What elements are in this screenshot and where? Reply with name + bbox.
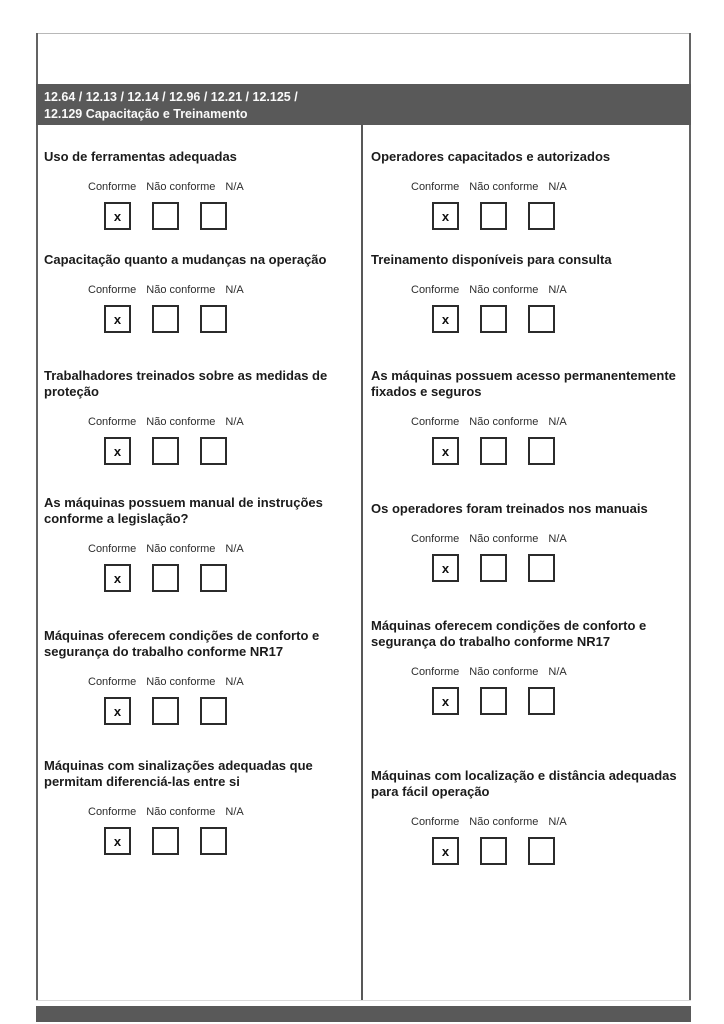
check-mark: x: [441, 443, 450, 459]
check-mark: x: [113, 208, 122, 224]
checklist-item-title: Máquinas oferecem condições de conforto e segurança do trabalho conforme NR17: [371, 618, 647, 649]
checklist-item-title: As máquinas possuem acesso permanentemente fixados e seguros: [371, 368, 676, 399]
option-label-nao-conforme: Não conforme: [146, 181, 216, 193]
option-labels: [411, 416, 689, 429]
checkbox-na[interactable]: [200, 827, 227, 855]
option-label-na: N/A: [225, 416, 244, 428]
checklist-item: [37, 758, 361, 855]
option-label-conforme: Conforme: [411, 666, 460, 678]
option-label-nao-conforme: Não conforme: [146, 806, 216, 818]
option-label-na: N/A: [548, 666, 567, 678]
checklist-column-right: [363, 0, 689, 1024]
option-label-na: N/A: [548, 416, 567, 428]
check-mark: x: [441, 693, 450, 709]
checkbox-conforme[interactable]: [104, 827, 131, 855]
option-label-conforme: Conforme: [411, 284, 460, 296]
option-labels: [88, 181, 361, 194]
checklist-item: [363, 149, 689, 230]
option-label-conforme: Conforme: [88, 181, 137, 193]
checkbox-nao-conforme[interactable]: [480, 202, 507, 230]
checkbox-conforme[interactable]: [104, 305, 131, 333]
checkbox-row: [104, 305, 361, 333]
checkbox-nao-conforme[interactable]: [152, 697, 179, 725]
option-label-nao-conforme: Não conforme: [146, 284, 216, 296]
checkbox-nao-conforme[interactable]: [480, 687, 507, 715]
checklist-item: [37, 252, 361, 333]
option-label-na: N/A: [225, 676, 244, 688]
option-label-nao-conforme: Não conforme: [469, 181, 539, 193]
checklist-item-title: Operadores capacitados e autorizados: [371, 149, 611, 164]
checkbox-nao-conforme[interactable]: [152, 437, 179, 465]
checkbox-nao-conforme[interactable]: [480, 554, 507, 582]
checklist-item-title: Máquinas com localização e distância adequadas para fácil operação: [371, 768, 677, 799]
checkbox-na[interactable]: [200, 202, 227, 230]
option-label-conforme: Conforme: [411, 533, 460, 545]
check-mark: x: [441, 843, 450, 859]
checkbox-conforme[interactable]: [432, 202, 459, 230]
checkbox-na[interactable]: [528, 687, 555, 715]
option-labels: [411, 666, 689, 679]
section-header-line2: 12.129 Capacitação e Treinamento: [44, 106, 248, 121]
checkbox-na[interactable]: [528, 202, 555, 230]
checkbox-conforme[interactable]: [104, 202, 131, 230]
option-label-conforme: Conforme: [411, 181, 460, 193]
checkbox-na[interactable]: [528, 305, 555, 333]
option-label-nao-conforme: Não conforme: [469, 816, 539, 828]
checklist-item-title: Capacitação quanto a mudanças na operação: [44, 252, 327, 267]
option-label-conforme: Conforme: [88, 543, 137, 555]
checkbox-nao-conforme[interactable]: [480, 305, 507, 333]
checklist-item-title: Trabalhadores treinados sobre as medidas de proteção: [44, 368, 328, 399]
option-labels: [88, 806, 361, 819]
check-mark: x: [441, 311, 450, 327]
checkbox-na[interactable]: [200, 437, 227, 465]
option-labels: [411, 533, 689, 546]
checklist-item-title: Uso de ferramentas adequadas: [44, 149, 237, 164]
checkbox-nao-conforme[interactable]: [152, 564, 179, 592]
page-border-right: [689, 33, 691, 1001]
checkbox-conforme[interactable]: [104, 697, 131, 725]
option-label-nao-conforme: Não conforme: [469, 533, 539, 545]
checkbox-row: [104, 697, 361, 725]
option-label-nao-conforme: Não conforme: [146, 676, 216, 688]
option-labels: [88, 416, 361, 429]
checkbox-row: [104, 827, 361, 855]
checkbox-row: [432, 687, 689, 715]
checkbox-na[interactable]: [528, 837, 555, 865]
option-labels: [411, 816, 689, 829]
checkbox-conforme[interactable]: [104, 564, 131, 592]
checkbox-nao-conforme[interactable]: [152, 305, 179, 333]
option-label-nao-conforme: Não conforme: [469, 666, 539, 678]
checkbox-na[interactable]: [200, 305, 227, 333]
option-label-na: N/A: [225, 543, 244, 555]
checkbox-row: [432, 837, 689, 865]
checklist-item: [363, 252, 689, 333]
checkbox-row: [432, 202, 689, 230]
checklist-item: [37, 495, 361, 592]
check-mark: x: [113, 833, 122, 849]
option-label-conforme: Conforme: [88, 676, 137, 688]
checkbox-row: [104, 437, 361, 465]
option-label-na: N/A: [548, 816, 567, 828]
option-label-nao-conforme: Não conforme: [146, 416, 216, 428]
check-mark: x: [113, 570, 122, 586]
option-labels: [88, 284, 361, 297]
option-label-conforme: Conforme: [88, 806, 137, 818]
checkbox-conforme[interactable]: [432, 554, 459, 582]
checklist-item-title: As máquinas possuem manual de instruções conforme a legislação?: [44, 495, 323, 526]
option-labels: [88, 543, 361, 556]
checklist-item: [363, 368, 689, 465]
checklist-item: [363, 501, 689, 582]
checkbox-conforme[interactable]: [104, 437, 131, 465]
option-label-na: N/A: [548, 284, 567, 296]
checkbox-conforme[interactable]: [432, 305, 459, 333]
option-labels: [411, 181, 689, 194]
check-mark: x: [441, 560, 450, 576]
check-mark: x: [113, 311, 122, 327]
option-labels: [411, 284, 689, 297]
check-mark: x: [113, 443, 122, 459]
checkbox-na[interactable]: [200, 564, 227, 592]
option-labels: [88, 676, 361, 689]
checklist-item-title: Máquinas com sinalizações adequadas que permitam diferenciá-las entre si: [44, 758, 313, 789]
checkbox-row: [104, 202, 361, 230]
option-label-nao-conforme: Não conforme: [469, 416, 539, 428]
check-mark: x: [113, 703, 122, 719]
checkbox-na[interactable]: [528, 437, 555, 465]
option-label-conforme: Conforme: [411, 416, 460, 428]
option-label-na: N/A: [225, 806, 244, 818]
checkbox-nao-conforme[interactable]: [480, 437, 507, 465]
option-label-na: N/A: [225, 284, 244, 296]
checkbox-na[interactable]: [200, 697, 227, 725]
option-label-nao-conforme: Não conforme: [469, 284, 539, 296]
option-label-na: N/A: [548, 181, 567, 193]
checklist-item: [363, 618, 689, 715]
option-label-conforme: Conforme: [411, 816, 460, 828]
checklist-item: [37, 368, 361, 465]
checkbox-nao-conforme[interactable]: [480, 837, 507, 865]
section-header-line1: 12.64 / 12.13 / 12.14 / 12.96 / 12.21 / 12.125 /: [44, 90, 298, 104]
checklist-item-title: Máquinas oferecem condições de conforto e segurança do trabalho conforme NR17: [44, 628, 320, 659]
check-mark: x: [441, 208, 450, 224]
checkbox-row: [432, 554, 689, 582]
checkbox-conforme[interactable]: [432, 687, 459, 715]
checklist-item-title: Treinamento disponíveis para consulta: [371, 252, 612, 267]
checklist-item: [37, 628, 361, 725]
checkbox-nao-conforme[interactable]: [152, 827, 179, 855]
option-label-na: N/A: [225, 181, 244, 193]
checkbox-na[interactable]: [528, 554, 555, 582]
option-label-conforme: Conforme: [88, 284, 137, 296]
checklist-column-left: [37, 0, 361, 1024]
checklist-item-title: Os operadores foram treinados nos manuais: [371, 501, 648, 516]
checkbox-row: [432, 305, 689, 333]
option-label-nao-conforme: Não conforme: [146, 543, 216, 555]
checkbox-conforme[interactable]: [432, 437, 459, 465]
next-section-bar: [36, 1006, 691, 1022]
option-label-na: N/A: [548, 533, 567, 545]
checkbox-conforme[interactable]: [432, 837, 459, 865]
checkbox-row: [104, 564, 361, 592]
checklist-item: [363, 768, 689, 865]
option-label-conforme: Conforme: [88, 416, 137, 428]
checklist-item: [37, 149, 361, 230]
checkbox-nao-conforme[interactable]: [152, 202, 179, 230]
checkbox-row: [432, 437, 689, 465]
